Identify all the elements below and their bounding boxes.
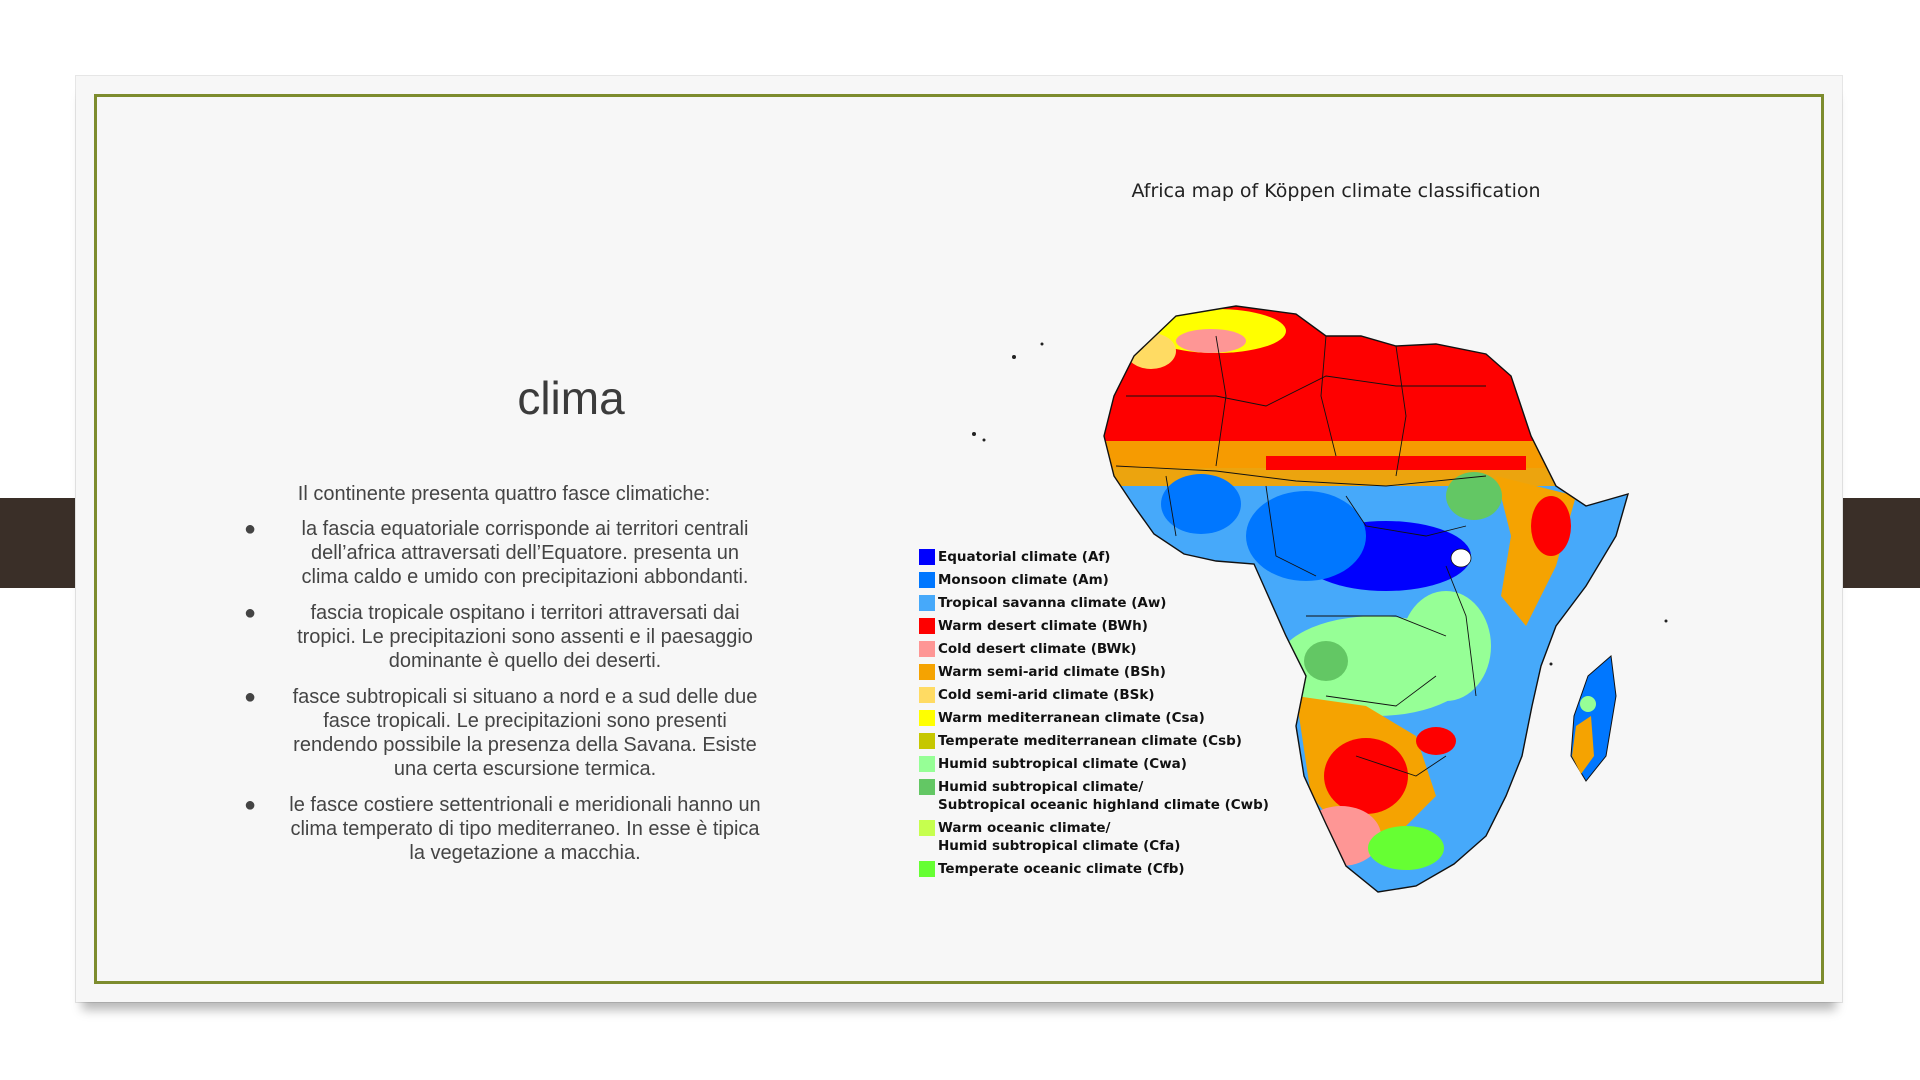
bullet-dot: ●: [244, 794, 257, 816]
bullet-text: le fasce costiere settentrionali e meridionali hanno un clima temperato di tipo mediterraneo. In esse è tipica la vegetazione a macchia.: [289, 794, 761, 864]
legend-item: [919, 709, 1339, 727]
legend-label: Humid subtropical climate (Cwa): [938, 756, 1187, 772]
legend-item: [919, 686, 1339, 704]
legend-swatch: [919, 710, 935, 726]
legend-label: Warm mediterranean climate (Csa): [938, 710, 1205, 726]
bullet-text: fasce subtropicali si situano a nord e a sud delle due fasce tropicali. Le precipitazioni sono presenti rendendo possibile la presenza della Savana. Esiste una certa escursione termica.: [292, 686, 758, 780]
legend-swatch: [919, 618, 935, 634]
legend-swatch: [919, 820, 935, 836]
legend-swatch: [919, 641, 935, 657]
legend-label: Temperate oceanic climate (Cfb): [938, 861, 1185, 877]
legend-swatch: [919, 572, 935, 588]
bullet-item: [244, 517, 764, 589]
slide-title: clima: [517, 372, 625, 424]
legend-item: [919, 617, 1339, 635]
legend-label: Equatorial climate (Af): [938, 549, 1111, 565]
legend-item: [919, 594, 1339, 612]
legend-label: Humid subtropical climate/ Subtropical oceanic highland climate (Cwb): [938, 779, 1269, 813]
legend-item: [919, 819, 1339, 855]
legend-label: Warm oceanic climate/ Humid subtropical climate (Cfa): [938, 820, 1181, 854]
legend-label: Warm desert climate (BWh): [938, 618, 1148, 634]
legend-item: [919, 778, 1339, 814]
legend-item: [919, 860, 1339, 878]
bullet-text: la fascia equatoriale corrisponde ai territori centrali dell’africa attraversati dell’Equatore. presenta un clima caldo e umido con precipitazioni abbondanti.: [301, 518, 749, 588]
legend-swatch: [919, 861, 935, 877]
bullet-dot: ●: [244, 686, 257, 708]
legend-label: Monsoon climate (Am): [938, 572, 1109, 588]
bullet-list: [244, 517, 764, 865]
legend-swatch: [919, 756, 935, 772]
legend-label: Cold semi-arid climate (BSk): [938, 687, 1155, 703]
intro-text: Il continente presenta quattro fasce climatiche:: [297, 483, 711, 505]
bullet-dot: ●: [244, 602, 257, 624]
legend-item: [919, 663, 1339, 681]
legend-item: [919, 732, 1339, 750]
legend-item: [919, 571, 1339, 589]
legend-item: [919, 640, 1339, 658]
bullet-item: [244, 685, 764, 781]
bullet-text: fascia tropicale ospitano i territori attraversati dai tropici. Le precipitazioni sono assenti e il paesaggio dominante è quello dei deserti.: [297, 602, 753, 672]
map-title: Africa map of Köppen climate classification: [1131, 180, 1541, 202]
legend-swatch: [919, 687, 935, 703]
bullet-dot: ●: [244, 518, 257, 540]
map-legend: [919, 548, 1339, 883]
slide: [76, 76, 1842, 1002]
legend-label: Warm semi-arid climate (BSh): [938, 664, 1166, 680]
legend-swatch: [919, 595, 935, 611]
legend-item: [919, 548, 1339, 566]
legend-swatch: [919, 549, 935, 565]
legend-label: Temperate mediterranean climate (Csb): [938, 733, 1242, 749]
slide-body: [244, 482, 764, 877]
bullet-item: [244, 793, 764, 865]
bullet-item: [244, 601, 764, 673]
legend-swatch: [919, 664, 935, 680]
legend-label: Cold desert climate (BWk): [938, 641, 1137, 657]
legend-label: Tropical savanna climate (Aw): [938, 595, 1167, 611]
legend-swatch: [919, 779, 935, 795]
legend-swatch: [919, 733, 935, 749]
legend-item: [919, 755, 1339, 773]
